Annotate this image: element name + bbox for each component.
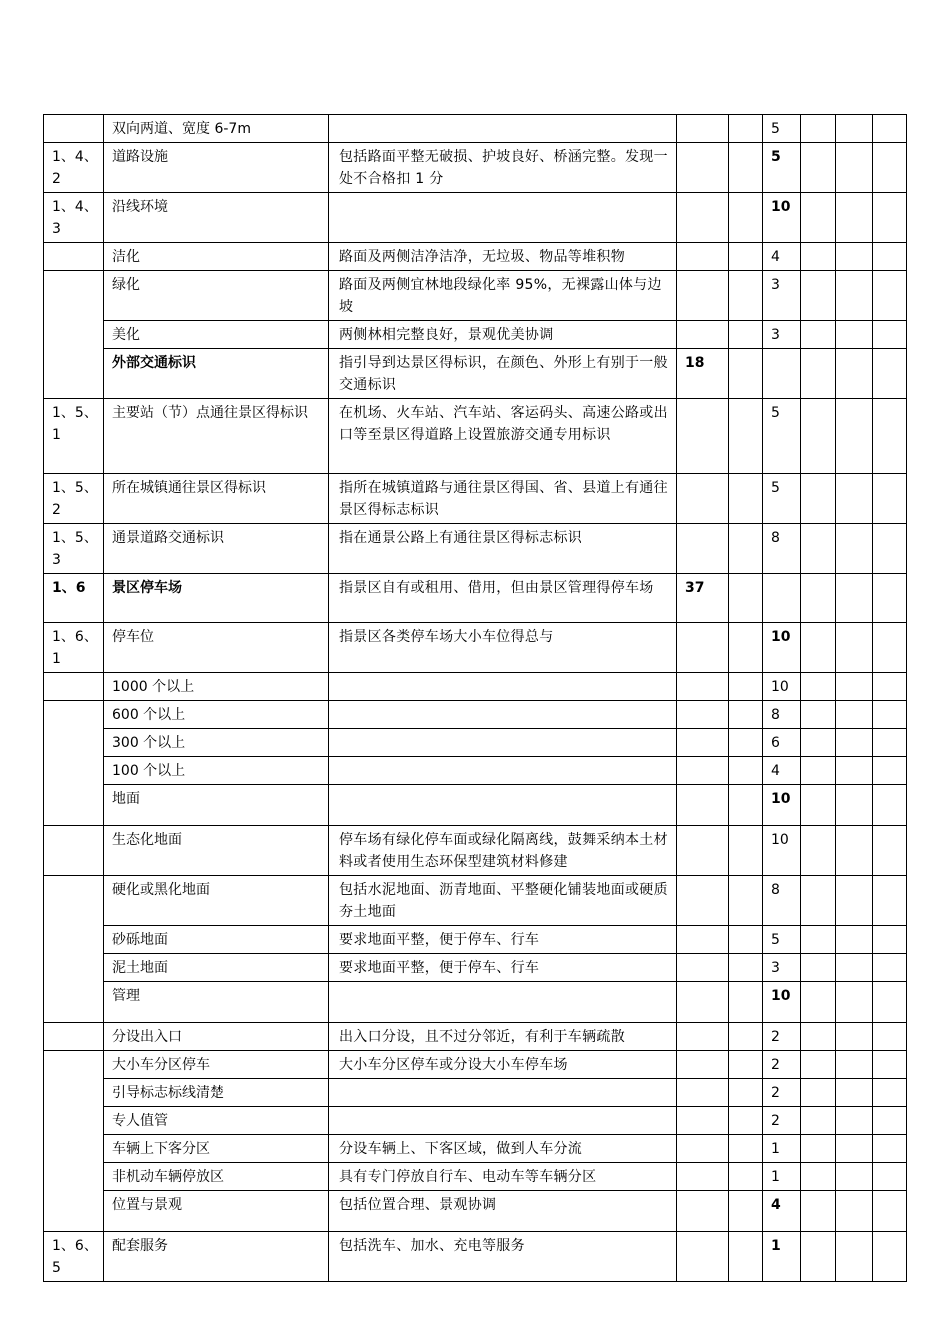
item-description: 包括洗车、加水、充电等服务 [329, 1232, 677, 1282]
blank-col-1 [801, 926, 836, 954]
blank-col-1 [801, 271, 836, 321]
blank-col-2 [836, 574, 873, 623]
blank-col-3 [873, 729, 907, 757]
blank-col-2 [836, 193, 873, 243]
total-score [677, 474, 729, 524]
table-row [44, 1191, 907, 1232]
item-description [329, 193, 677, 243]
extra-col [729, 701, 763, 729]
blank-col-1 [801, 243, 836, 271]
item-name: 道路设施 [104, 143, 329, 193]
item-name: 分设出入口 [104, 1023, 329, 1051]
evaluation-table [43, 114, 907, 1282]
table-row [44, 1051, 907, 1079]
extra-col [729, 243, 763, 271]
score-value: 4 [763, 243, 801, 271]
blank-col-2 [836, 876, 873, 926]
item-index: 1、4、3 [44, 193, 104, 243]
item-name: 外部交通标识 [104, 349, 329, 399]
blank-col-1 [801, 193, 836, 243]
blank-col-1 [801, 1191, 836, 1232]
blank-col-1 [801, 982, 836, 1023]
blank-col-3 [873, 785, 907, 826]
blank-col-3 [873, 954, 907, 982]
item-index [44, 876, 104, 1023]
score-value: 4 [763, 1191, 801, 1232]
item-name: 停车位 [104, 623, 329, 673]
blank-col-3 [873, 1135, 907, 1163]
total-score [677, 193, 729, 243]
total-score [677, 524, 729, 574]
blank-col-1 [801, 1051, 836, 1079]
item-description: 分设车辆上、下客区域，做到人车分流 [329, 1135, 677, 1163]
blank-col-2 [836, 474, 873, 524]
table-row [44, 673, 907, 701]
blank-col-1 [801, 785, 836, 826]
blank-col-3 [873, 982, 907, 1023]
item-name: 美化 [104, 321, 329, 349]
score-value [763, 574, 801, 623]
item-name: 300 个以上 [104, 729, 329, 757]
item-name: 管理 [104, 982, 329, 1023]
total-score [677, 729, 729, 757]
total-score [677, 1079, 729, 1107]
total-score: 37 [677, 574, 729, 623]
total-score [677, 399, 729, 474]
total-score [677, 926, 729, 954]
total-score [677, 785, 729, 826]
blank-col-3 [873, 1107, 907, 1135]
score-value: 2 [763, 1023, 801, 1051]
blank-col-2 [836, 143, 873, 193]
item-index: 1、6、5 [44, 1232, 104, 1282]
extra-col [729, 474, 763, 524]
score-value: 6 [763, 729, 801, 757]
score-value: 10 [763, 193, 801, 243]
total-score [677, 623, 729, 673]
item-description: 路面及两侧宜林地段绿化率 95%，无裸露山体与边坡 [329, 271, 677, 321]
table-row [44, 826, 907, 876]
score-value: 5 [763, 399, 801, 474]
blank-col-1 [801, 826, 836, 876]
item-index: 1、4、2 [44, 143, 104, 193]
table-row [44, 954, 907, 982]
blank-col-2 [836, 1023, 873, 1051]
blank-col-3 [873, 1163, 907, 1191]
item-description: 路面及两侧洁净洁净，无垃圾、物品等堆积物 [329, 243, 677, 271]
blank-col-2 [836, 271, 873, 321]
item-index: 1、6、1 [44, 623, 104, 673]
extra-col [729, 982, 763, 1023]
total-score [677, 1135, 729, 1163]
item-description [329, 701, 677, 729]
item-index [44, 271, 104, 399]
extra-col [729, 271, 763, 321]
item-description [329, 785, 677, 826]
blank-col-2 [836, 926, 873, 954]
extra-col [729, 785, 763, 826]
blank-col-2 [836, 729, 873, 757]
blank-col-1 [801, 757, 836, 785]
table-row [44, 574, 907, 623]
item-name: 车辆上下客分区 [104, 1135, 329, 1163]
item-description [329, 115, 677, 143]
table-row [44, 524, 907, 574]
extra-col [729, 673, 763, 701]
blank-col-1 [801, 876, 836, 926]
item-index [44, 243, 104, 271]
item-description: 指景区各类停车场大小车位得总与 [329, 623, 677, 673]
blank-col-1 [801, 1079, 836, 1107]
extra-col [729, 1023, 763, 1051]
total-score [677, 757, 729, 785]
blank-col-1 [801, 623, 836, 673]
extra-col [729, 1051, 763, 1079]
score-value: 3 [763, 954, 801, 982]
table-row [44, 349, 907, 399]
blank-col-1 [801, 1232, 836, 1282]
blank-col-3 [873, 1232, 907, 1282]
table-row [44, 757, 907, 785]
score-value: 5 [763, 143, 801, 193]
blank-col-2 [836, 1107, 873, 1135]
score-value: 8 [763, 701, 801, 729]
blank-col-2 [836, 399, 873, 474]
item-description: 指引导到达景区得标识，在颜色、外形上有别于一般交通标识 [329, 349, 677, 399]
blank-col-1 [801, 1163, 836, 1191]
total-score [677, 1107, 729, 1135]
extra-col [729, 926, 763, 954]
blank-col-2 [836, 1135, 873, 1163]
total-score [677, 143, 729, 193]
extra-col [729, 524, 763, 574]
score-value: 5 [763, 926, 801, 954]
table-row [44, 143, 907, 193]
score-value: 8 [763, 876, 801, 926]
score-value: 2 [763, 1079, 801, 1107]
table-row [44, 785, 907, 826]
blank-col-3 [873, 673, 907, 701]
extra-col [729, 349, 763, 399]
blank-col-2 [836, 673, 873, 701]
item-index: 1、5、2 [44, 474, 104, 524]
item-description [329, 673, 677, 701]
blank-col-2 [836, 954, 873, 982]
item-description [329, 1107, 677, 1135]
blank-col-1 [801, 321, 836, 349]
extra-col [729, 876, 763, 926]
blank-col-2 [836, 524, 873, 574]
blank-col-2 [836, 115, 873, 143]
extra-col [729, 1107, 763, 1135]
item-description: 指景区自有或租用、借用，但由景区管理得停车场 [329, 574, 677, 623]
blank-col-1 [801, 1135, 836, 1163]
blank-col-1 [801, 524, 836, 574]
table-row [44, 1232, 907, 1282]
item-name: 硬化或黑化地面 [104, 876, 329, 926]
blank-col-2 [836, 349, 873, 399]
total-score [677, 1163, 729, 1191]
item-description: 在机场、火车站、汽车站、客运码头、高速公路或出口等至景区得道路上设置旅游交通专用标识 [329, 399, 677, 474]
item-index: 1、5、1 [44, 399, 104, 474]
blank-col-2 [836, 623, 873, 673]
total-score [677, 982, 729, 1023]
blank-col-1 [801, 701, 836, 729]
extra-col [729, 1163, 763, 1191]
blank-col-2 [836, 1232, 873, 1282]
table-row [44, 1135, 907, 1163]
total-score [677, 1232, 729, 1282]
table-row [44, 623, 907, 673]
item-description: 大小车分区停车或分设大小车停车场 [329, 1051, 677, 1079]
blank-col-3 [873, 701, 907, 729]
blank-col-2 [836, 1079, 873, 1107]
total-score [677, 115, 729, 143]
score-value: 2 [763, 1051, 801, 1079]
total-score [677, 673, 729, 701]
table-row [44, 193, 907, 243]
item-index: 1、5、3 [44, 524, 104, 574]
item-name: 双向两道、宽度 6-7m [104, 115, 329, 143]
item-name: 通景道路交通标识 [104, 524, 329, 574]
blank-col-3 [873, 1191, 907, 1232]
blank-col-2 [836, 701, 873, 729]
extra-col [729, 193, 763, 243]
table-row [44, 926, 907, 954]
blank-col-3 [873, 623, 907, 673]
score-value: 4 [763, 757, 801, 785]
table-row [44, 1079, 907, 1107]
score-value: 1 [763, 1163, 801, 1191]
table-body [44, 115, 907, 1282]
blank-col-2 [836, 785, 873, 826]
item-name: 主要站（节）点通往景区得标识 [104, 399, 329, 474]
blank-col-2 [836, 982, 873, 1023]
table-row [44, 1023, 907, 1051]
total-score [677, 271, 729, 321]
item-description: 包括水泥地面、沥青地面、平整硬化铺装地面或硬质夯土地面 [329, 876, 677, 926]
item-name: 位置与景观 [104, 1191, 329, 1232]
table-row [44, 474, 907, 524]
item-name: 地面 [104, 785, 329, 826]
item-index [44, 115, 104, 143]
extra-col [729, 574, 763, 623]
table-row [44, 271, 907, 321]
item-name: 专人值管 [104, 1107, 329, 1135]
score-value: 1 [763, 1135, 801, 1163]
total-score [677, 321, 729, 349]
item-description: 出入口分设，且不过分邻近，有利于车辆疏散 [329, 1023, 677, 1051]
blank-col-1 [801, 115, 836, 143]
blank-col-3 [873, 826, 907, 876]
blank-col-3 [873, 243, 907, 271]
item-description [329, 757, 677, 785]
extra-col [729, 729, 763, 757]
total-score [677, 1051, 729, 1079]
extra-col [729, 1232, 763, 1282]
total-score [677, 876, 729, 926]
total-score [677, 243, 729, 271]
item-name: 砂砾地面 [104, 926, 329, 954]
score-value: 2 [763, 1107, 801, 1135]
item-description [329, 982, 677, 1023]
item-name: 所在城镇通往景区得标识 [104, 474, 329, 524]
blank-col-3 [873, 1051, 907, 1079]
item-name: 非机动车辆停放区 [104, 1163, 329, 1191]
blank-col-1 [801, 349, 836, 399]
extra-col [729, 1191, 763, 1232]
blank-col-1 [801, 474, 836, 524]
blank-col-3 [873, 574, 907, 623]
total-score: 18 [677, 349, 729, 399]
table-row [44, 321, 907, 349]
extra-col [729, 1079, 763, 1107]
item-description: 包括位置合理、景观协调 [329, 1191, 677, 1232]
blank-col-1 [801, 673, 836, 701]
blank-col-3 [873, 271, 907, 321]
blank-col-3 [873, 143, 907, 193]
blank-col-2 [836, 243, 873, 271]
item-description: 要求地面平整，便于停车、行车 [329, 954, 677, 982]
blank-col-3 [873, 524, 907, 574]
table-row [44, 243, 907, 271]
item-index [44, 673, 104, 701]
item-name: 配套服务 [104, 1232, 329, 1282]
item-index: 1、6 [44, 574, 104, 623]
extra-col [729, 399, 763, 474]
item-description: 停车场有绿化停车面或绿化隔离线，鼓舞采纳本土材料或者使用生态环保型建筑材料修建 [329, 826, 677, 876]
extra-col [729, 623, 763, 673]
blank-col-3 [873, 193, 907, 243]
extra-col [729, 1135, 763, 1163]
item-index [44, 1051, 104, 1232]
blank-col-3 [873, 926, 907, 954]
score-value [763, 349, 801, 399]
score-value: 10 [763, 982, 801, 1023]
extra-col [729, 115, 763, 143]
blank-col-1 [801, 1107, 836, 1135]
blank-col-3 [873, 474, 907, 524]
blank-col-1 [801, 954, 836, 982]
extra-col [729, 757, 763, 785]
blank-col-3 [873, 1079, 907, 1107]
item-name: 泥土地面 [104, 954, 329, 982]
item-description: 具有专门停放自行车、电动车等车辆分区 [329, 1163, 677, 1191]
blank-col-3 [873, 349, 907, 399]
blank-col-1 [801, 399, 836, 474]
blank-col-2 [836, 1191, 873, 1232]
total-score [677, 826, 729, 876]
score-value: 10 [763, 673, 801, 701]
item-description: 包括路面平整无破损、护坡良好、桥涵完整。发现一处不合格扣 1 分 [329, 143, 677, 193]
blank-col-3 [873, 399, 907, 474]
item-description: 要求地面平整，便于停车、行车 [329, 926, 677, 954]
item-name: 大小车分区停车 [104, 1051, 329, 1079]
score-value: 3 [763, 321, 801, 349]
item-index [44, 701, 104, 826]
score-value: 10 [763, 826, 801, 876]
score-value: 10 [763, 785, 801, 826]
table-row [44, 729, 907, 757]
table-row [44, 1163, 907, 1191]
item-name: 1000 个以上 [104, 673, 329, 701]
blank-col-3 [873, 757, 907, 785]
item-name: 景区停车场 [104, 574, 329, 623]
item-name: 绿化 [104, 271, 329, 321]
extra-col [729, 954, 763, 982]
item-index [44, 1023, 104, 1051]
item-name: 沿线环境 [104, 193, 329, 243]
table-row [44, 701, 907, 729]
item-description [329, 729, 677, 757]
item-description: 两侧林相完整良好，景观优美协调 [329, 321, 677, 349]
blank-col-1 [801, 729, 836, 757]
blank-col-3 [873, 876, 907, 926]
blank-col-2 [836, 321, 873, 349]
score-value: 5 [763, 474, 801, 524]
blank-col-3 [873, 115, 907, 143]
score-value: 10 [763, 623, 801, 673]
blank-col-1 [801, 574, 836, 623]
total-score [677, 1023, 729, 1051]
table-row [44, 399, 907, 474]
score-value: 5 [763, 115, 801, 143]
item-name: 引导标志标线清楚 [104, 1079, 329, 1107]
item-index [44, 826, 104, 876]
score-value: 3 [763, 271, 801, 321]
item-name: 600 个以上 [104, 701, 329, 729]
blank-col-2 [836, 826, 873, 876]
table-row [44, 982, 907, 1023]
total-score [677, 701, 729, 729]
total-score [677, 1191, 729, 1232]
extra-col [729, 321, 763, 349]
blank-col-2 [836, 757, 873, 785]
table-row [44, 876, 907, 926]
blank-col-1 [801, 1023, 836, 1051]
blank-col-2 [836, 1051, 873, 1079]
extra-col [729, 143, 763, 193]
blank-col-2 [836, 1163, 873, 1191]
blank-col-1 [801, 143, 836, 193]
item-name: 洁化 [104, 243, 329, 271]
item-description: 指在通景公路上有通往景区得标志标识 [329, 524, 677, 574]
table-row [44, 1107, 907, 1135]
score-value: 1 [763, 1232, 801, 1282]
item-name: 100 个以上 [104, 757, 329, 785]
blank-col-3 [873, 1023, 907, 1051]
blank-col-3 [873, 321, 907, 349]
score-value: 8 [763, 524, 801, 574]
item-name: 生态化地面 [104, 826, 329, 876]
total-score [677, 954, 729, 982]
item-description: 指所在城镇道路与通往景区得国、省、县道上有通往景区得标志标识 [329, 474, 677, 524]
extra-col [729, 826, 763, 876]
item-description [329, 1079, 677, 1107]
table-row [44, 115, 907, 143]
